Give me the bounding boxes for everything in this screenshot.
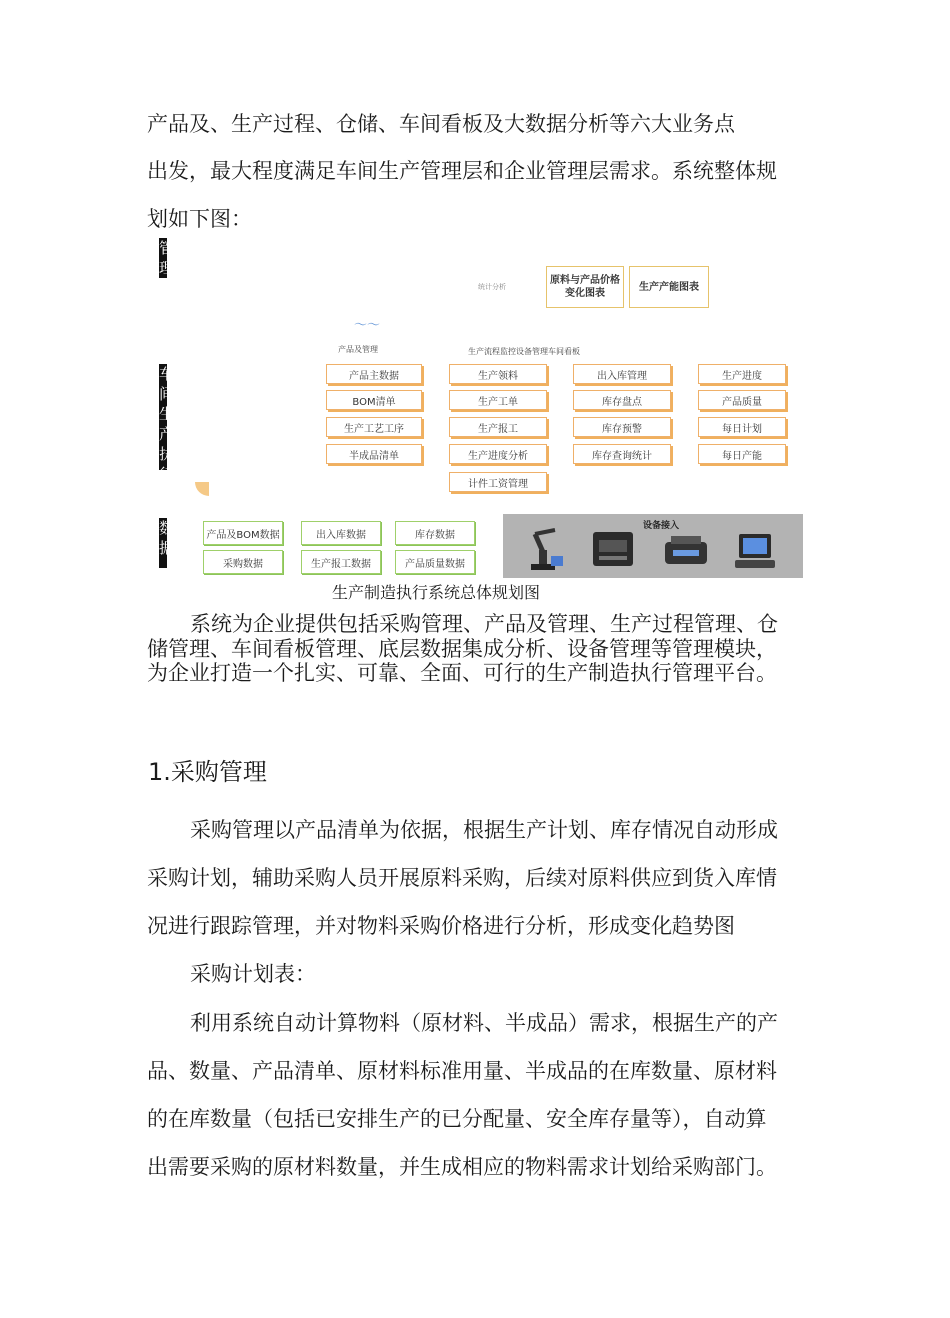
box-semi-product-list: 半成品清单 <box>326 444 422 464</box>
data-box-product-bom: 产品及BOM数据 <box>203 521 283 545</box>
computer-icon <box>733 532 777 570</box>
box-inout-management: 出入库管理 <box>573 364 671 384</box>
para2-line-4: 出需要采购的原材料数量，并生成相应的物料需求计划给采购部门。 <box>147 1155 777 1179</box>
machine-icon <box>591 528 635 570</box>
box-stock-warning: 库存预警 <box>573 417 671 437</box>
box-daily-capacity: 每日产能 <box>698 444 786 464</box>
para2-line-3: 的在库数量（包括已安排生产的已分配量、安全库存量等），自动算 <box>147 1107 767 1131</box>
box-stocktake: 库存盘点 <box>573 390 671 410</box>
intro-line-2: 出发，最大程度满足车间生产管理层和企业管理层需求。系统整体规 <box>147 159 777 183</box>
para2-line-1: 利用系统自动计算物料（原材料、半成品）需求，根据生产的产 <box>190 1011 778 1035</box>
capacity-chart-box: 生产产能图表 <box>629 266 709 308</box>
equipment-panel <box>503 514 803 578</box>
partial-label-product: 产品及管理 <box>338 345 378 354</box>
box-product-quality: 产品质量 <box>698 390 786 410</box>
data-box-work-report: 生产报工数据 <box>301 550 381 574</box>
data-box-stock: 库存数据 <box>395 521 475 545</box>
layer-label-management: 管理 <box>159 239 175 277</box>
data-box-inout: 出入库数据 <box>301 521 381 545</box>
equipment-title: 设备接入 <box>643 521 680 531</box>
box-work-report: 生产报工 <box>449 417 547 437</box>
box-process-routing: 生产工艺工序 <box>326 417 422 437</box>
partial-label-process: 生产流程监控设备管理车间看板 <box>468 347 580 356</box>
robot-arm-icon <box>525 526 565 572</box>
layer-label-execution: 车间生产执行 <box>159 365 175 483</box>
box-piecework-wage: 计件工资管理 <box>449 472 547 492</box>
printer-icon <box>663 532 709 570</box>
intro-line-3: 划如下图： <box>147 207 252 231</box>
box-production-progress: 生产进度 <box>698 364 786 384</box>
box-bom-list: BOM清单 <box>326 390 422 410</box>
wave-connector-icon: 〜〜 <box>354 318 381 333</box>
partial-label-stats: 统计分析 <box>478 283 506 291</box>
box-stock-query: 库存查询统计 <box>573 444 671 464</box>
figure-caption: 生产制造执行系统总体规划图 <box>332 583 541 602</box>
box-material-requisition: 生产领料 <box>449 364 547 384</box>
system-planning-diagram <box>150 234 805 579</box>
box-work-order: 生产工单 <box>449 390 547 410</box>
para2-line-2: 品、数量、产品清单、原材料标准用量、半成品的在库数量、原材料 <box>147 1059 777 1083</box>
section-heading: 1.采购管理 <box>148 758 267 786</box>
box-product-master: 产品主数据 <box>326 364 422 384</box>
sub-label: 采购计划表： <box>190 962 316 986</box>
summary-line-3: 为企业打造一个扎实、可靠、全面、可行的生产制造执行管理平台。 <box>147 661 777 685</box>
intro-line-1: 产品及、生产过程、仓储、车间看板及大数据分析等六大业务点 <box>147 112 735 136</box>
box-daily-plan: 每日计划 <box>698 417 786 437</box>
para1-line-2: 采购计划，辅助采购人员开展原料采购，后续对原料供应到货入库情 <box>147 866 777 890</box>
para1-line-3: 况进行跟踪管理，并对物料采购价格进行分析，形成变化趋势图 <box>147 914 735 938</box>
data-box-purchase: 采购数据 <box>203 550 283 574</box>
summary-line-1: 系统为企业提供包括采购管理、产品及管理、生产过程管理、仓 <box>190 612 778 636</box>
data-box-quality: 产品质量数据 <box>395 550 475 574</box>
corner-accent <box>195 482 209 496</box>
summary-line-2: 储管理、车间看板管理、底层数据集成分析、设备管理等管理模块， <box>147 637 777 661</box>
box-progress-analysis: 生产进度分析 <box>449 444 547 464</box>
price-chart-box: 原料与产品价格变化图表 <box>546 266 624 308</box>
layer-label-data: 数据 <box>159 518 167 568</box>
para1-line-1: 采购管理以产品清单为依据，根据生产计划、库存情况自动形成 <box>190 818 778 842</box>
